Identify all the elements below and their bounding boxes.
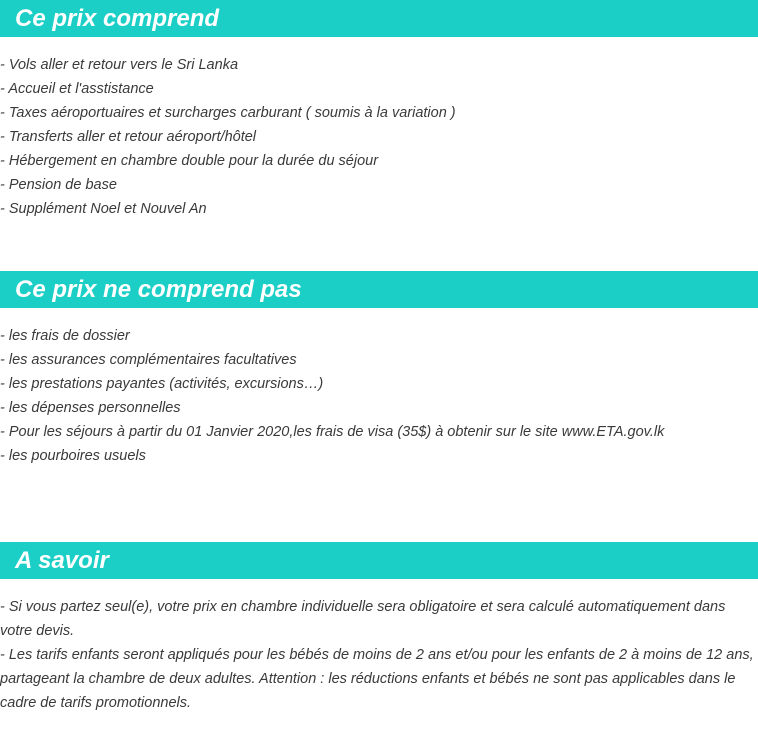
included-item: - Hébergement en chambre double pour la durée du séjour xyxy=(0,153,379,169)
not-included-item: - Pour les séjours à partir du 01 Janvier 2020,les frais de visa (35$) à obtenir sur le site www.ETA.gov.lk xyxy=(0,424,665,440)
included-item: - Vols aller et retour vers le Sri Lanka xyxy=(0,57,239,73)
good-to-know-body xyxy=(0,595,756,715)
included-item: - Taxes aéroportuaires et surcharges carburant ( soumis à la variation ) xyxy=(0,105,456,121)
not-included-section-title: Ce prix ne comprend pas xyxy=(15,276,302,303)
included-item: - Transferts aller et retour aéroport/hôtel xyxy=(0,129,257,145)
not-included-item: - les pourboires usuels xyxy=(0,448,146,464)
good-to-know-paragraph: - Si vous partez seul(e), votre prix en chambre individuelle sera obligatoire et sera calculé automatiquement dans votre devis. xyxy=(0,599,726,639)
not-included-section-header xyxy=(0,271,758,308)
included-section-header xyxy=(0,0,758,37)
included-list xyxy=(0,53,756,221)
included-item: - Accueil et l'asstistance xyxy=(0,81,154,97)
not-included-item: - les prestations payantes (activités, excursions…) xyxy=(0,376,324,392)
included-item: - Supplément Noel et Nouvel An xyxy=(0,201,207,217)
not-included-item: - les assurances complémentaires facultatives xyxy=(0,352,297,368)
not-included-item: - les dépenses personnelles xyxy=(0,400,181,416)
included-item: - Pension de base xyxy=(0,177,117,193)
included-section-title: Ce prix comprend xyxy=(15,5,220,32)
not-included-list xyxy=(0,324,756,468)
not-included-item: - les frais de dossier xyxy=(0,328,130,344)
good-to-know-section-title: A savoir xyxy=(15,547,109,574)
good-to-know-paragraph: - Les tarifs enfants seront appliqués pour les bébés de moins de 2 ans et/ou pour les enfants de 2 à moins de 12 ans, partageant la chambre de deux adultes. Attention : les réductions enfants et bébés ne sont pas applicables dans le cadre de tarifs promotionnels. xyxy=(0,647,754,711)
good-to-know-section-header xyxy=(0,542,758,579)
